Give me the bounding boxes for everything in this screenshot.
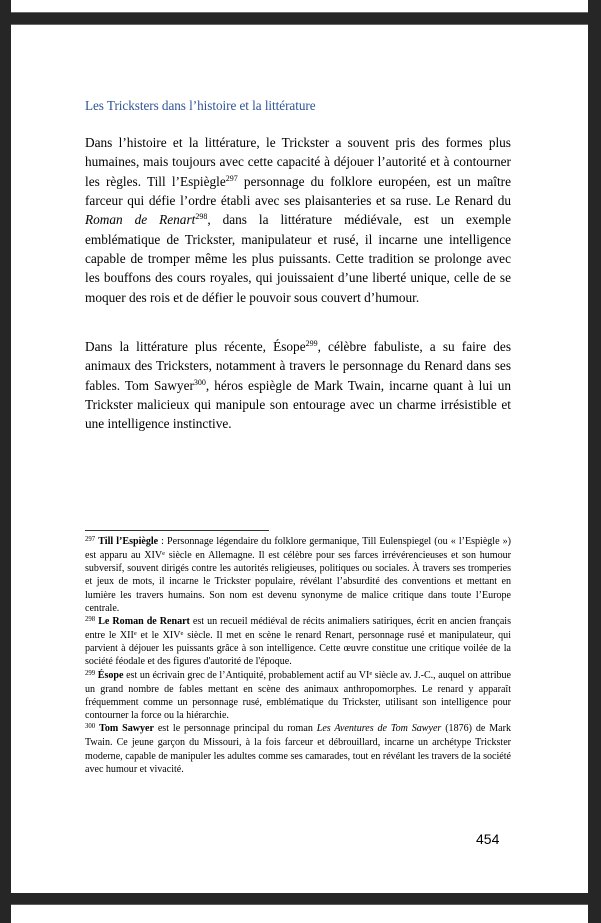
paragraph-text <box>85 337 511 434</box>
footnote-separator <box>85 530 269 531</box>
footnote-297 <box>85 535 511 615</box>
superscript: e <box>369 669 373 677</box>
paragraph-text <box>85 133 511 307</box>
body-paragraph-2 <box>85 337 511 434</box>
italic-title: Les Aventures de Tom Sawyer <box>316 723 442 735</box>
text-run: (1876) de Mark Twain. Ce jeune garçon du Missouri, à la fois farceur et débrouillard, incarne un archétype Trickster moderne, capable de manipuler les adultes comme ses camarades, tout en révélant les travers de la société avec humour et vivacité. <box>85 723 511 775</box>
footnotes <box>85 535 511 776</box>
footnote-number: 298 <box>85 615 96 623</box>
section-heading: Les Tricksters dans l’histoire et la littérature <box>85 98 316 113</box>
superscript: 297 <box>225 173 238 183</box>
text-run: siècle. Il met en scène le renard Renart, personnage rusé et manipulateur, qui parvient à déjouer les puissants grâce à son intelligence. Cette œuvre constitue une critique voilée de la société féodale et des figures d'autorité de l'époque. <box>85 630 511 668</box>
footnote-298 <box>85 615 511 669</box>
text-run: est le personnage principal du roman <box>153 723 317 735</box>
superscript: e <box>162 550 166 558</box>
superscript: e <box>133 630 137 638</box>
footnote-term: Tom Sawyer <box>99 723 154 735</box>
page-number: 454 <box>476 831 500 847</box>
superscript: e <box>180 630 184 638</box>
text-run: siècle en Allemagne. Il est célèbre pour ses farces irrévérencieuses et son humour subversif, souvent dirigés contre les autorités religieuses, politiques ou sociales. À travers ses tromperies et jeux de mots, il incarne le Trickster populaire, révélant l’absurdité des conventions et mettant en lumière les travers humains. Son nom est devenu synonyme de malice critique dans toute l’Europe centrale. <box>85 550 511 614</box>
superscript: 298 <box>195 212 208 222</box>
text-run: , héros espiègle de Mark Twain, incarne quant à lui un Trickster malicieux qui manipule son entourage avec un charme irrésistible et une intelligence instinctive. <box>85 377 512 432</box>
footnote-299 <box>85 669 511 723</box>
text-run: siècle av. J.-C., auquel on attribue un grand nombre de fables mettant en scène des animaux anthropomorphes. Le renard y apparaît fréquemment comme un personnage rusé, emblématique du Trickster, utilisant son intelligence pour contourner la force ou la hiérarchie. <box>85 669 511 722</box>
text-run: Dans l’histoire et la littérature, le Trickster a souvent pris des formes plus humaines, mais toujours avec cette capacité à déjouer l’autorité et à contourner les règles. Till l’Espiègle <box>85 135 511 189</box>
footnote-number: 299 <box>85 669 96 677</box>
text-run: est un recueil médiéval de récits animaliers satiriques, écrit en ancien français entre le XII <box>85 615 511 642</box>
text-run: personnage du folklore européen, est un maître farceur qui défie l’ordre établi avec ses plaisanteries et sa ruse. Le Renard du <box>85 173 511 209</box>
superscript: 299 <box>305 339 318 348</box>
previous-page[interactable] <box>11 0 588 12</box>
next-page[interactable] <box>11 905 588 923</box>
body-paragraph-1 <box>85 133 511 307</box>
text-run: est un écrivain grec de l’Antiquité, probablement actif au VI <box>123 669 370 681</box>
footnote-300 <box>85 722 511 776</box>
superscript: 300 <box>193 377 206 387</box>
footnote-term: Till l’Espiègle <box>98 536 159 547</box>
footnote-term: Le Roman de Renart <box>98 615 190 627</box>
footnote-term: Ésope <box>97 669 124 681</box>
text-run: Dans la littérature plus récente, Ésope <box>85 339 306 354</box>
footnote-number: 300 <box>85 723 96 731</box>
document-page[interactable] <box>11 25 588 893</box>
text-run: , dans la littérature médiévale, est un exemple emblématique de Trickster, manipulateur et rusé, il incarne une intelligence capable de tromper même les plus puissants. Cette tradition se prolonge avec les bouffons des cours royales, qui jouissaient d’une liberté unique, celle de se moquer des rois et de défier le pouvoir sous couvert d’humour. <box>85 212 511 305</box>
text-run: et le XIV <box>136 630 181 642</box>
footnote-number: 297 <box>85 536 96 543</box>
italic-title: Roman de Renart <box>85 212 196 228</box>
text-run: , célèbre fabuliste, a su faire des animaux des Tricksters, notamment à travers le personnage du Renard dans ses fables. Tom Sawyer <box>85 339 511 393</box>
text-run: : Personnage légendaire du folklore germanique, Till Eulenspiegel (ou « l’Espiègle ») est apparu au XIV <box>85 536 511 562</box>
